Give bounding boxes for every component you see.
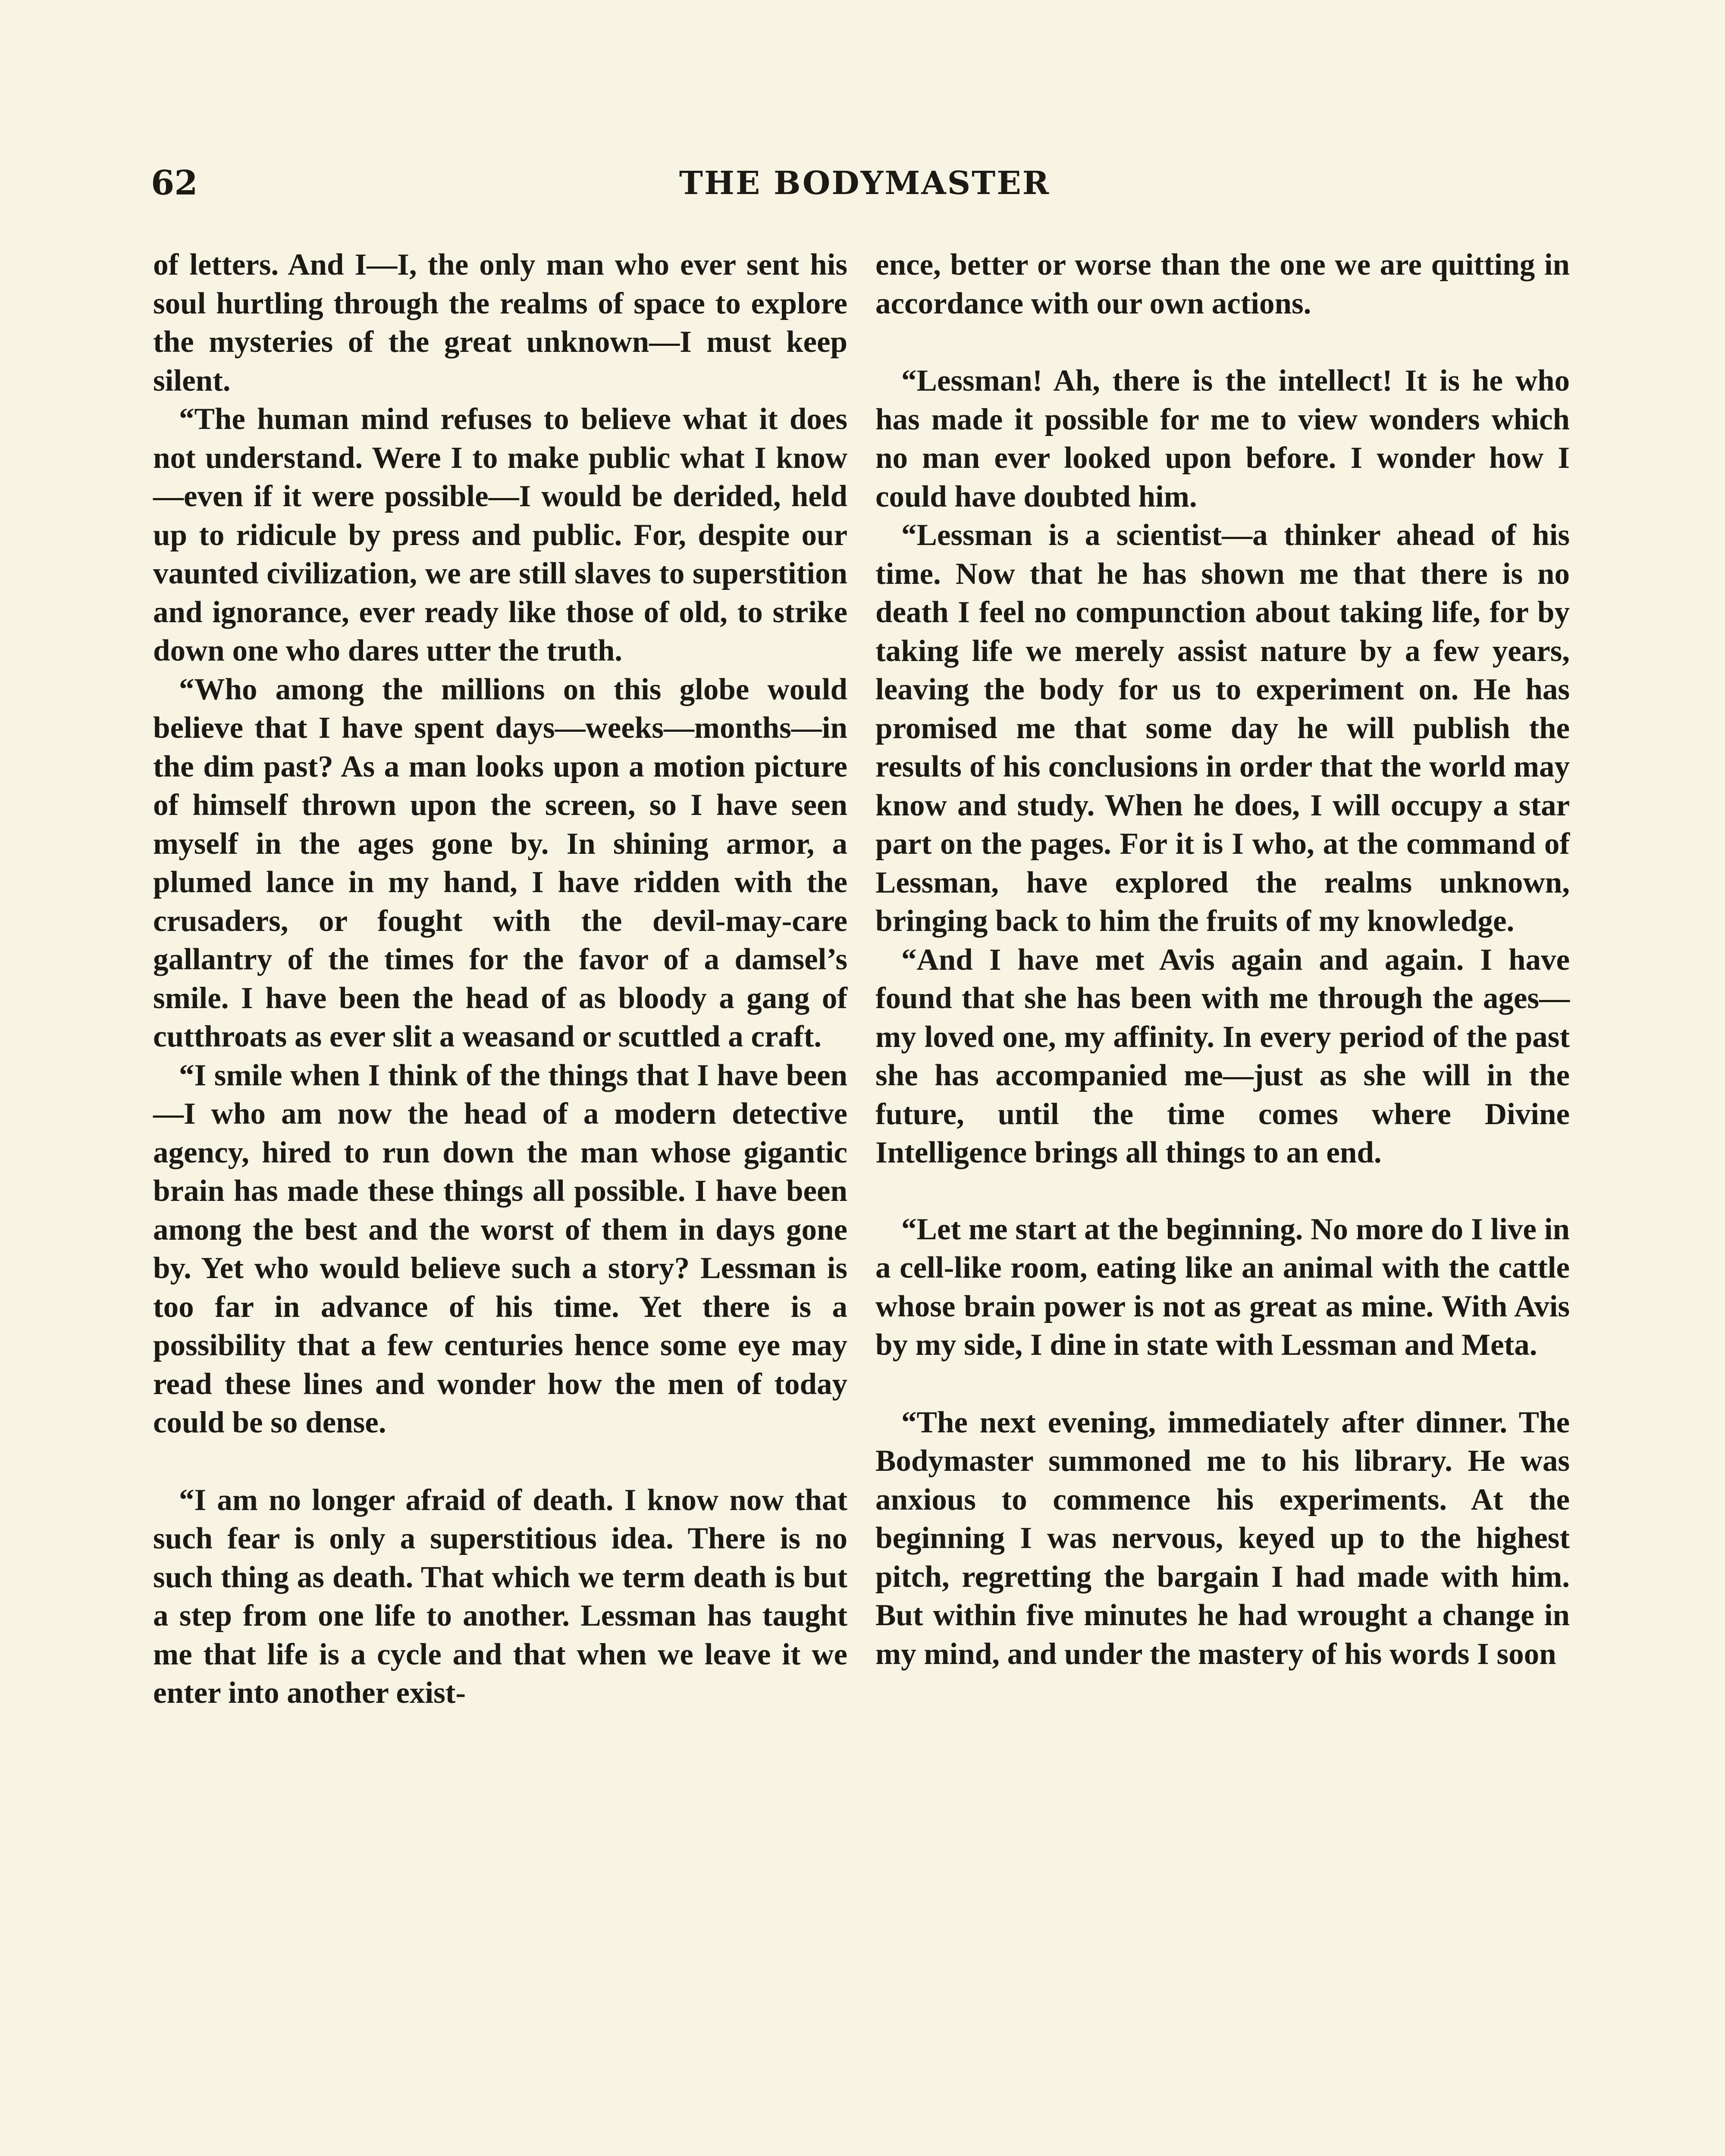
right-column [875,246,1570,1673]
paragraph: “I smile when I think of the things that I have been—I who am now the head of a modern detective agency, hired to run down the man whose gigantic brain has made these things all possible. I have been among the best and the worst of them in days gone by. Yet who would believe such a story? Lessman is too far in advance of his time. Yet there is a possibility that a few centuries hence some eye may read these lines and wonder how the men of today could be so dense. [153,1058,847,1439]
paragraph: “The next evening, immediately after dinner. The Bodymaster summoned me to his library. He was anxious to commence his experiments. At the beginning I was nervous, keyed up to the highest pitch, regretting the bargain I had made with him. But within five minutes he had wrought a change in my mind, and under the mastery of his words I soon [875,1405,1570,1671]
page-number: 62 [151,163,198,203]
paragraph: “And I have met Avis again and again. I have found that she has been with me through the ages—my loved one, my affinity. In every period of the past she has accompanied me—just as she will in the future, until the time comes where Divine Intelligence brings all things to an end. [875,943,1570,1169]
paragraph: “Lessman is a scientist—a thinker ahead of his time. Now that he has shown me that there is no death I feel no compunction about taking life, for by taking life we merely assist nature by a few years, leaving the body for us to experiment on. He has promised me that some day he will publish the results of his conclusions in order that the world may know and study. When he does, I will occupy a star part on the pages. For it is I who, at the command of Lessman, have explored the realms unknown, bringing back to him the fruits of my knowledge. [875,518,1570,938]
paragraph: “I am no longer afraid of death. I know now that such fear is only a superstitious idea. There is no such thing as death. That which we term death is but a step from one life to another. Lessman has taught me that life is a cycle and that when we leave it we enter into another exist- [153,1483,847,1710]
paragraph: “The human mind refuses to believe what it does not understand. Were I to make public what I know —even if it were possible—I would be derided, held up to ridicule by press and public. For, despite our vaunted civilization, we are still slaves to superstition and ignorance, ever ready like those of old, to strike down one who dares utter the truth. [153,402,847,667]
running-title: THE BODYMASTER [679,165,1051,202]
paragraph: ence, better or worse than the one we are quitting in accordance with our own actions. [875,248,1570,320]
page-header [151,160,1578,207]
paragraph: “Who among the millions on this globe would believe that I have spent days—weeks—months—in the dim past? As a man looks upon a motion picture of himself thrown upon the screen, so I have seen myself in the ages gone by. In shining armor, a plumed lance in my hand, I have ridden with the crusaders, or fought with the devil-may-care gallantry of the times for the favor of a damsel’s smile. I have been the head of as bloody a gang of cutthroats as ever slit a weasand or scuttled a craft. [153,672,847,1053]
paragraph: “Let me start at the beginning. No more do I live in a cell-like room, eating like an animal with the cattle whose brain power is not as great as mine. With Avis by my side, I dine in state with Lessman and Meta. [875,1212,1570,1362]
paragraph: “Lessman! Ah, there is the intellect! It is he who has made it possible for me to view wonders which no man ever looked upon before. I wonder how I could have doubted him. [875,364,1570,514]
paragraph: of letters. And I—I, the only man who ever sent his soul hurtling through the realms of space to explore the mysteries of the great unknown—I must keep silent. [153,248,847,398]
left-column [153,246,847,1713]
